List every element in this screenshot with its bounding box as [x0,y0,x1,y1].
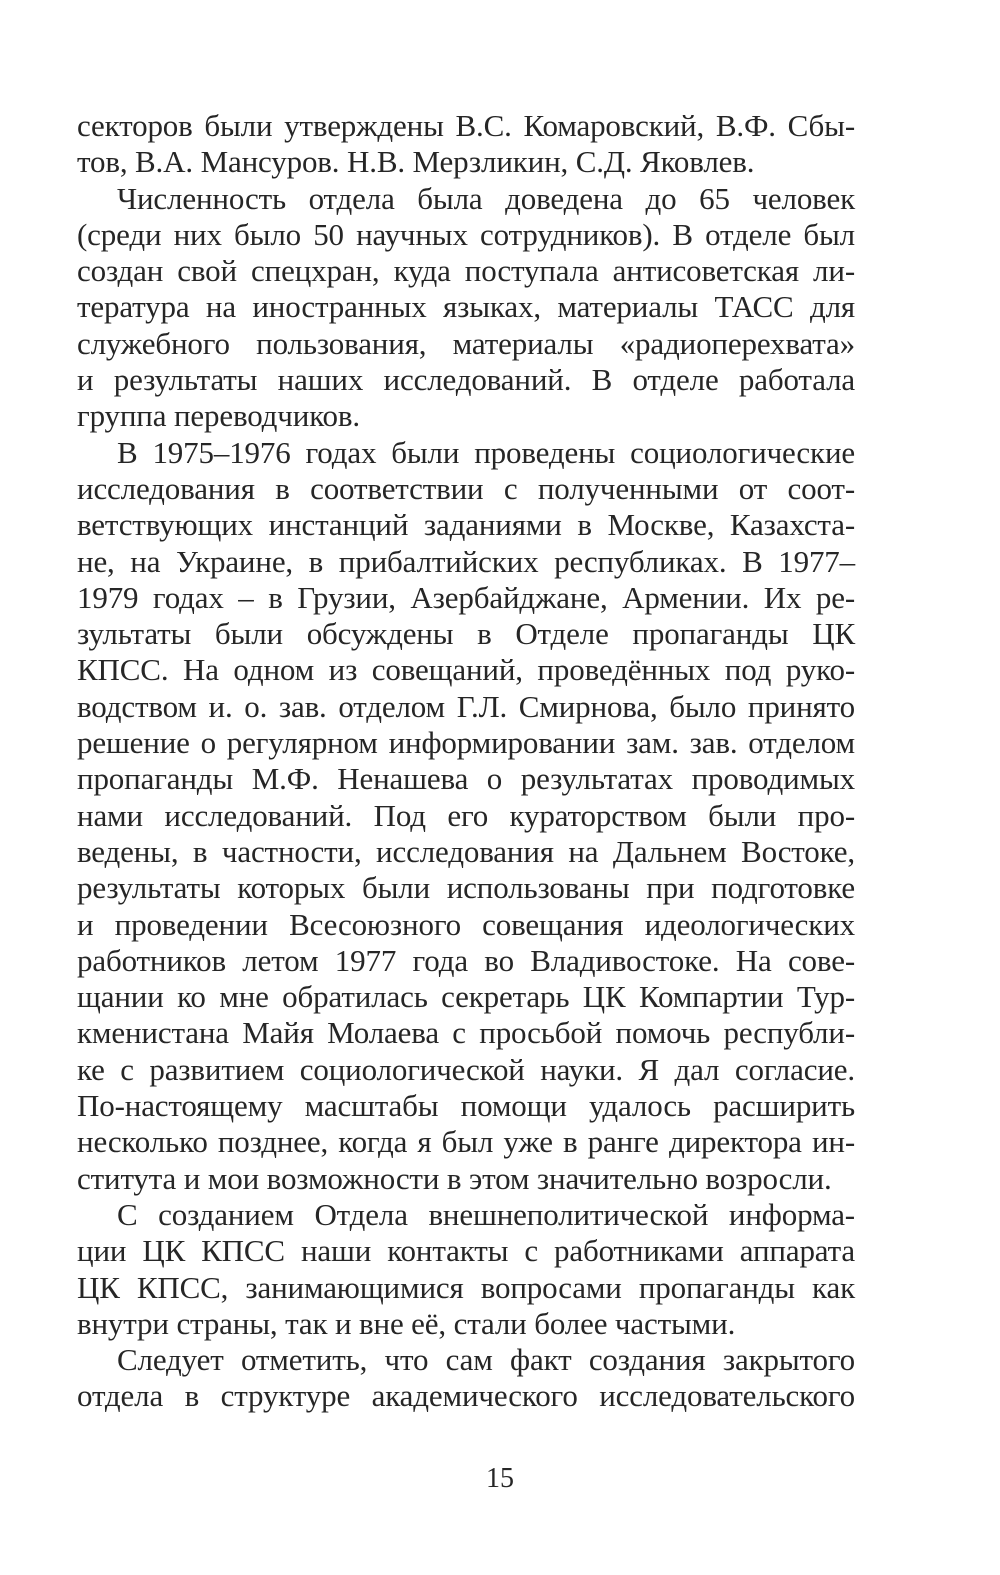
text-line: и проведении Всесоюзного совещания идеологических [77,906,855,942]
text-line: пропаганды М.Ф. Ненашева о результатах проводимых [77,761,855,797]
text-line: тература на иностранных языках, материалы ТАСС для [77,289,855,325]
paragraph [77,1342,855,1415]
paragraph [77,1197,855,1342]
text-line: результаты которых были использованы при подготовке [77,870,855,906]
paragraph [77,181,855,435]
text-line: группа переводчиков. [77,398,360,434]
text-line: не, на Украине, в прибалтийских республиках. В 1977– [77,543,855,579]
text-line: ции ЦК КПСС наши контакты с работниками аппарата [77,1233,855,1269]
text-line: водством и. о. зав. отделом Г.Л. Смирнова, было принято [77,688,855,724]
text-line: КПСС. На одном из совещаний, проведённых под руко- [77,652,855,688]
text-line: ведены, в частности, исследования на Дальнем Востоке, [77,833,855,869]
text-line: создан свой спецхран, куда поступала антисоветская ли- [77,253,855,289]
text-line: ститута и мои возможности в этом значительно возросли. [77,1160,832,1196]
text-line: (среди них было 50 научных сотрудников). В отделе был [77,216,855,252]
body-text [77,108,855,1415]
text-line: ЦК КПСС, занимающимися вопросами пропаганды как [77,1269,855,1305]
text-line: зультаты были обсуждены в Отделе пропаганды ЦК [77,616,855,652]
text-line: 1979 годах – в Грузии, Азербайджане, Армении. Их ре- [77,579,855,615]
text-line: ветствующих инстанций заданиями в Москве, Казахста- [77,507,855,543]
text-line: несколько позднее, когда я был уже в ранге директора ин- [77,1124,855,1160]
text-line: служебного пользования, материалы «радиоперехвата» [77,325,855,361]
paragraph [77,435,855,1197]
text-line: нами исследований. Под его кураторством были про- [77,797,855,833]
text-line: В 1975–1976 годах были проведены социологические [117,434,855,470]
text-line: щании ко мне обратилась секретарь ЦК Компартии Тур- [77,979,855,1015]
text-line: По-настоящему масштабы помощи удалось расширить [77,1088,855,1124]
text-line: Численность отдела была доведена до 65 человек [117,180,855,216]
paragraph [77,108,855,181]
text-line: кменистана Майя Молаева с просьбой помочь республи- [77,1015,855,1051]
text-line: секторов были утверждены В.С. Комаровский, В.Ф. Сбы- [77,108,855,143]
text-line: и результаты наших исследований. В отделе работала [77,362,855,398]
text-line: отдела в структуре академического исследовательского [77,1378,855,1414]
page-number: 15 [486,1463,514,1494]
text-line: С созданием Отдела внешнеполитической информа- [117,1196,855,1232]
text-line: работников летом 1977 года во Владивостоке. На сове- [77,942,855,978]
text-line: ке с развитием социологической науки. Я дал согласие. [77,1051,855,1087]
text-line: исследования в соответствии с полученными от соот- [77,470,855,506]
text-line: Следует отметить, что сам факт создания закрытого [117,1342,855,1378]
text-line: внутри страны, так и вне её, стали более частыми. [77,1305,736,1341]
text-line: решение о регулярном информировании зам. зав. отделом [77,725,855,761]
text-line: тов, В.А. Мансуров. Н.В. Мерзликин, С.Д. Яковлев. [77,144,755,180]
